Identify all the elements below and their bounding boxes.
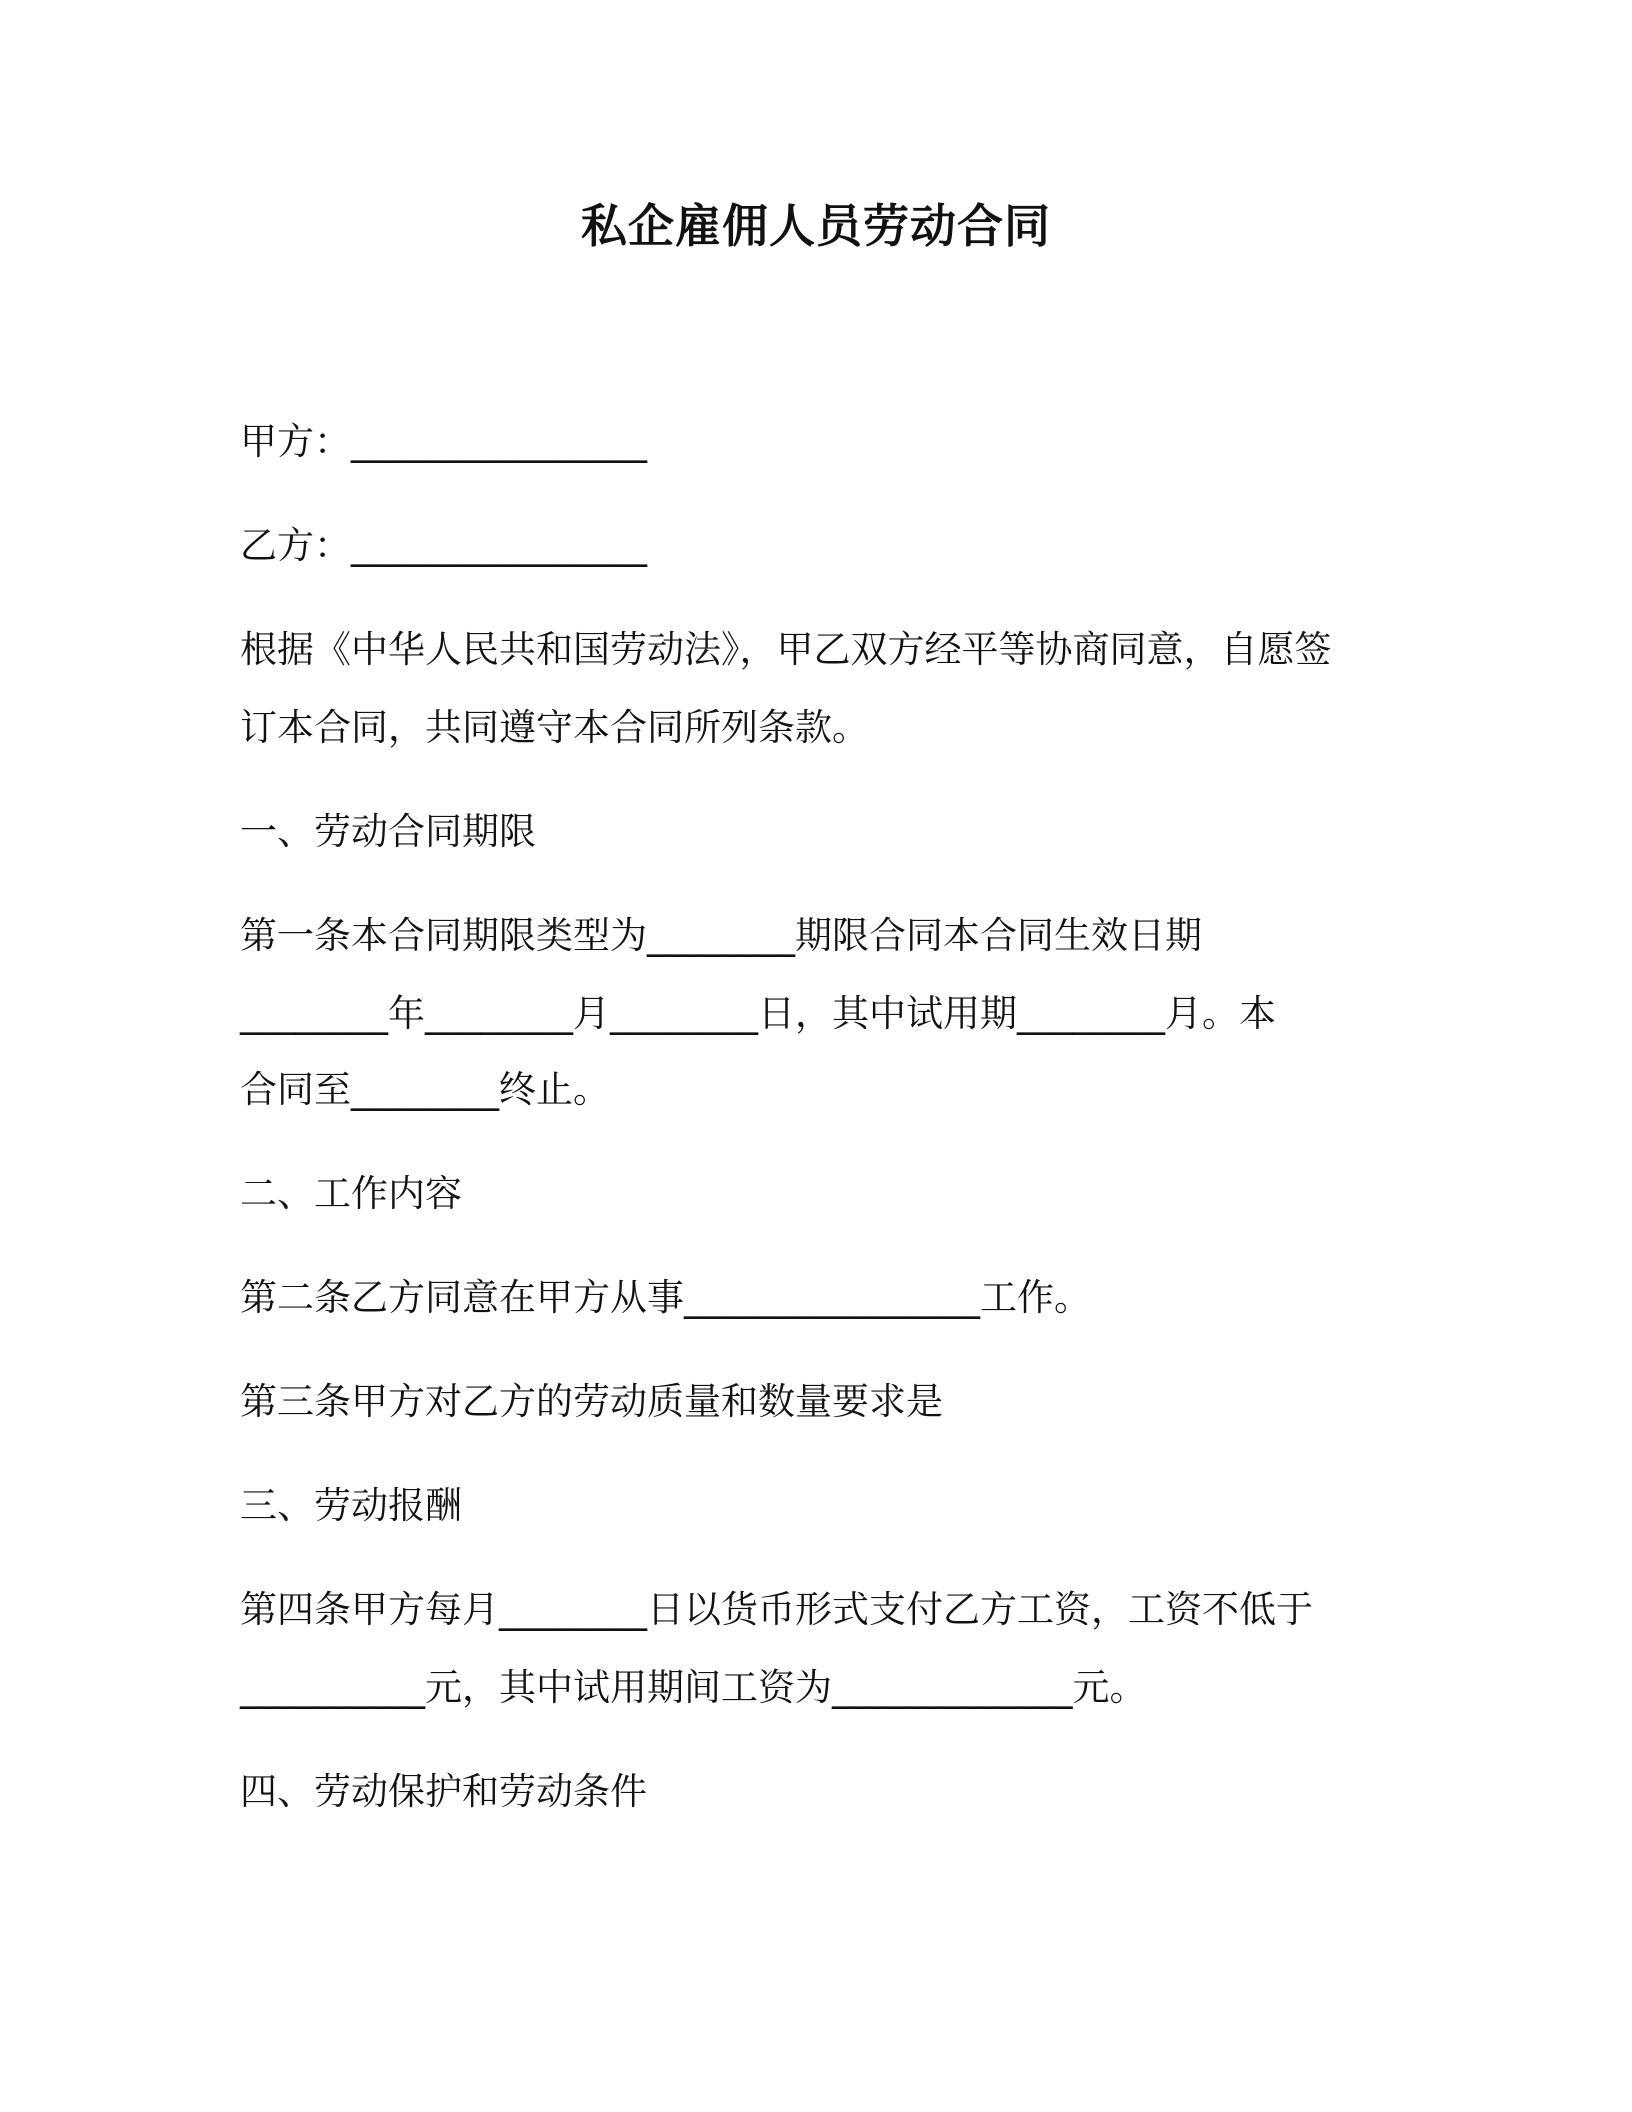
section-1-heading: 一、劳动合同期限: [240, 810, 536, 853]
article-1-line-2: ________年________月________日，其中试用期________月。本: [240, 992, 1276, 1035]
document-title: 私企雇佣人员劳动合同: [581, 199, 1051, 253]
section-2-heading: 二、工作内容: [240, 1172, 462, 1215]
party-b-line: 乙方：________________: [240, 524, 647, 567]
article-3: 第三条甲方对乙方的劳动质量和数量要求是: [240, 1380, 943, 1423]
preamble-line-1: 根据《中华人民共和国劳动法》，甲乙双方经平等协商同意，自愿签: [240, 628, 1332, 671]
article-2: 第二条乙方同意在甲方从事________________工作。: [240, 1276, 1091, 1319]
article-1-line-3: 合同至________终止。: [240, 1068, 610, 1111]
section-4-heading: 四、劳动保护和劳动条件: [240, 1770, 647, 1813]
article-1-line-1: 第一条本合同期限类型为________期限合同本合同生效日期: [240, 914, 1202, 957]
article-4-line-2: __________元，其中试用期间工资为_____________元。: [240, 1666, 1147, 1709]
preamble-line-2: 订本合同，共同遵守本合同所列条款。: [240, 706, 869, 749]
party-a-line: 甲方：________________: [240, 420, 647, 463]
section-3-heading: 三、劳动报酬: [240, 1484, 462, 1527]
article-4-line-1: 第四条甲方每月________日以货币形式支付乙方工资，工资不低于: [240, 1588, 1313, 1631]
